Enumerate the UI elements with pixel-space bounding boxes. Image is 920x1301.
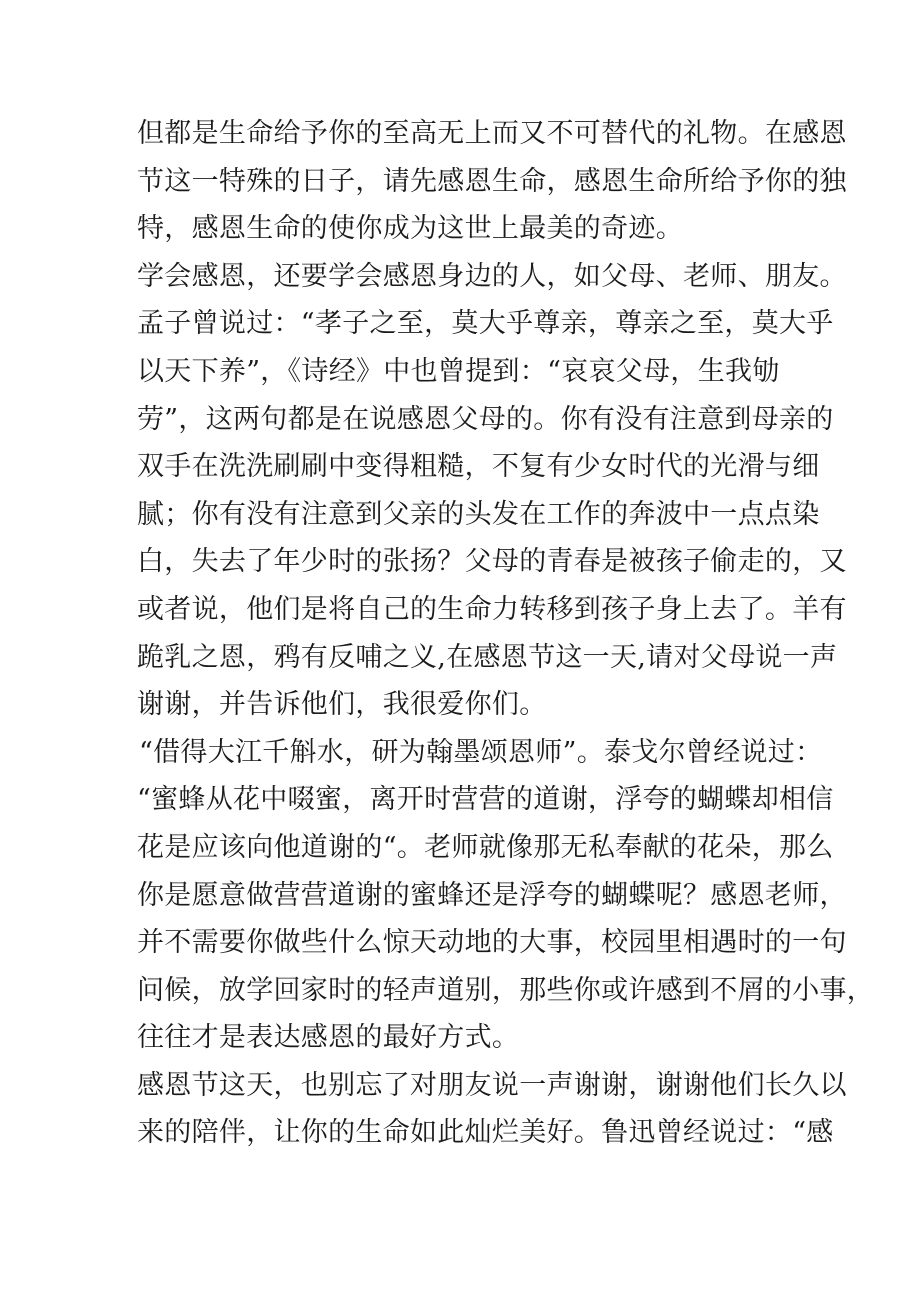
text-line: 你是愿意做营营道谢的蜜蜂还是浮夸的蝴蝶呢？感恩老师， [137, 879, 847, 911]
text-line: 感恩节这天，也别忘了对朋友说一声谢谢，谢谢他们长久以 [137, 1069, 847, 1101]
text-line: 劳”，这两句都是在说感恩父母的。你有没有注意到母亲的 [137, 403, 834, 435]
text-line: 特，感恩生命的使你成为这世上最美的奇迹。 [137, 213, 683, 245]
body-text [137, 110, 875, 1157]
text-line: 腻；你有没有注意到父亲的头发在工作的奔波中一点点染 [137, 498, 820, 530]
text-line: 白，失去了年少时的张扬？父母的青春是被孩子偷走的，又 [137, 546, 847, 578]
text-line: 问候，放学回家时的轻声道别，那些你或许感到不屑的小事， [137, 974, 875, 1006]
text-line: 双手在洗洗刷刷中变得粗糙，不复有少女时代的光滑与细 [137, 451, 820, 483]
text-line: 谢谢，并告诉他们，我很爱你们。 [137, 689, 547, 721]
text-line: 学会感恩，还要学会感恩身边的人，如父母、老师、朋友。 [137, 260, 847, 292]
text-line: “借得大江千斛水，研为翰墨颂恩师”。泰戈尔曾经说过： [139, 736, 823, 768]
text-line: 或者说，他们是将自己的生命力转移到孩子身上去了。羊有 [137, 593, 847, 625]
text-line: 节这一特殊的日子，请先感恩生命，感恩生命所给予你的独 [137, 165, 847, 197]
text-line: 以天下养”，《诗经》中也曾提到：“哀哀父母，生我劬 [137, 355, 780, 387]
text-line: 并不需要你做些什么惊天动地的大事，校园里相遇时的一句 [137, 927, 847, 959]
text-line: 来的陪伴，让你的生命如此灿烂美好。鲁迅曾经说过：“感 [137, 1117, 834, 1149]
text-line: 孟子曾说过：“孝子之至，莫大乎尊亲，尊亲之至，莫大乎 [137, 308, 834, 340]
text-line: 往往才是表达感恩的最好方式。 [137, 1022, 520, 1054]
text-line: “蜜蜂从花中啜蜜，离开时营营的道谢，浮夸的蝴蝶却相信 [137, 784, 834, 816]
text-line: 跪乳之恩，鸦有反哺之义,在感恩节这一天,请对父母说一声 [137, 641, 838, 673]
text-line: 花是应该向他道谢的“。老师就像那无私奉献的花朵，那么 [137, 831, 834, 863]
text-line: 但都是生命给予你的至高无上而又不可替代的礼物。在感恩 [137, 118, 847, 149]
